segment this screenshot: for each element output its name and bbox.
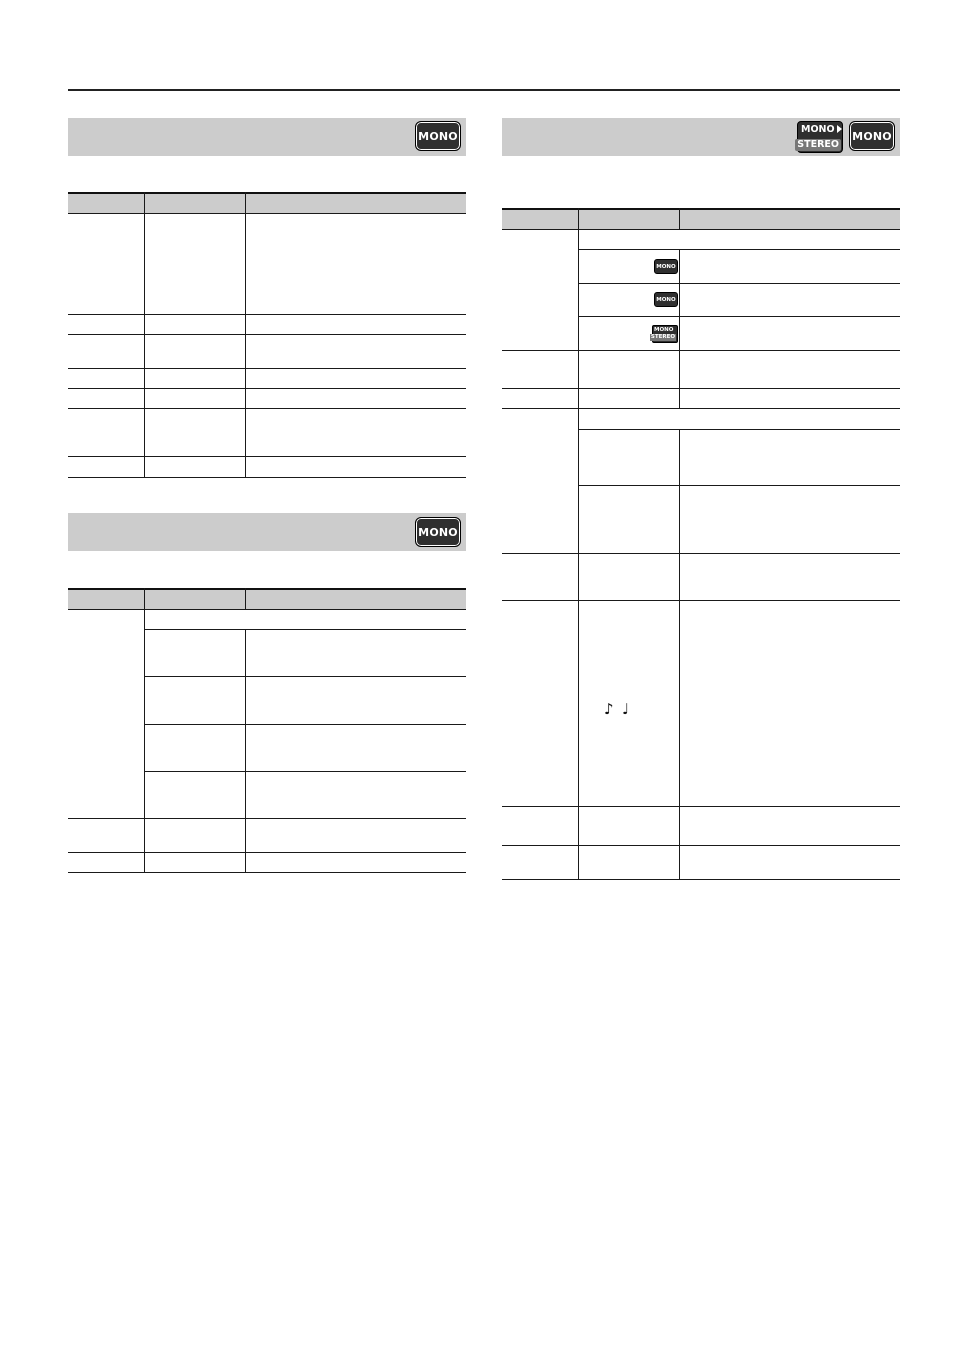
mono-badge-right: MONO (849, 121, 895, 151)
section-bar-left-top (68, 118, 466, 156)
mono-stereo-mini-badge (652, 325, 678, 343)
top-rule (68, 89, 900, 91)
section-bar-left-bottom (68, 513, 466, 551)
arrow-right-icon (837, 125, 842, 133)
mono-stereo-line1: MONO (801, 124, 835, 135)
mono-stereo-line2: STEREO (797, 139, 839, 150)
mono-stereo-mini-line2: STEREO (650, 334, 675, 340)
mono-mini-badge-1: MONO (654, 259, 678, 274)
mono-stereo-mini-line1: MONO (654, 327, 674, 333)
eighth-note-icon: ♪ (604, 700, 614, 718)
mono-badge-left-bottom: MONO (415, 517, 461, 547)
mono-stereo-badge (797, 121, 843, 153)
mono-badge-left-top: MONO (415, 121, 461, 151)
quarter-note-icon: ♩ (622, 700, 630, 718)
mono-mini-badge-2: MONO (654, 292, 678, 307)
